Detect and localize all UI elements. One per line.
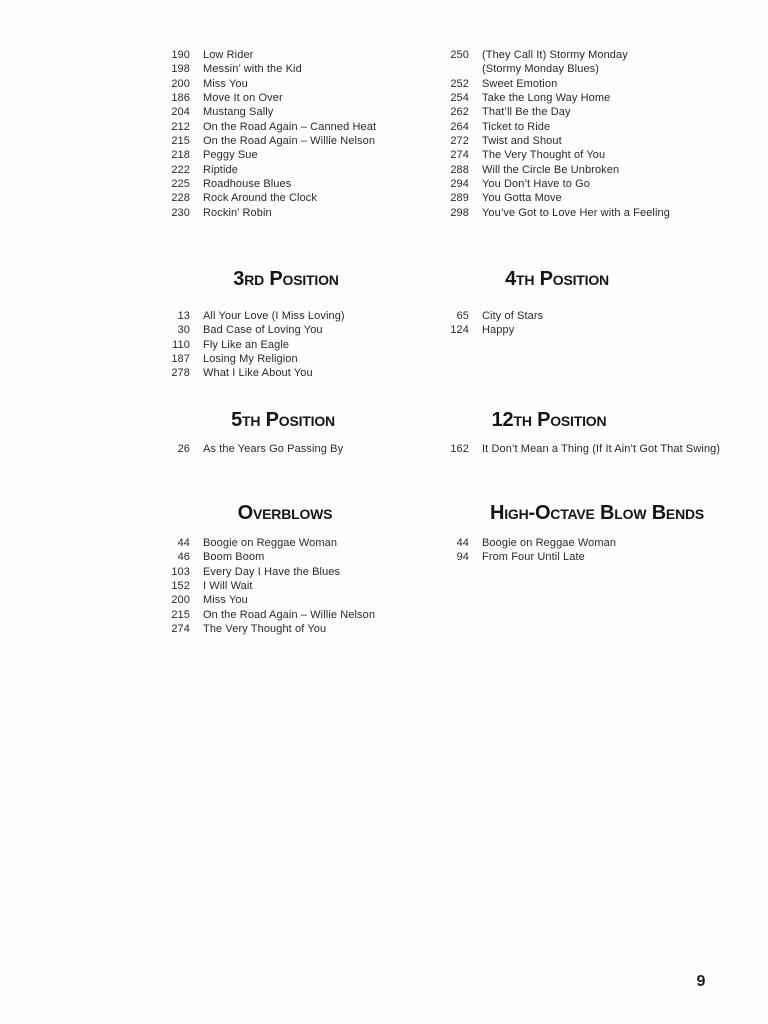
song-page-number: 212 bbox=[171, 120, 190, 133]
song-entry bbox=[154, 91, 376, 105]
song-title: Mustang Sally bbox=[203, 106, 274, 119]
song-title: What I Like About You bbox=[203, 367, 313, 380]
song-entry bbox=[433, 77, 670, 91]
song-page-number: 13 bbox=[177, 310, 190, 322]
song-entry bbox=[433, 177, 670, 191]
song-title: Move It on Over bbox=[203, 91, 283, 104]
song-entry bbox=[154, 536, 375, 550]
song-title: On the Road Again – Canned Heat bbox=[203, 120, 377, 133]
song-page-number: 26 bbox=[177, 443, 190, 455]
song-page-number: 187 bbox=[171, 352, 190, 365]
song-entry bbox=[433, 309, 543, 323]
song-title-group bbox=[482, 48, 628, 77]
song-title: I Will Wait bbox=[203, 579, 253, 592]
song-title: City of Stars bbox=[482, 310, 544, 322]
page-number: 9 bbox=[696, 973, 706, 990]
song-title-group bbox=[203, 148, 258, 162]
song-title-group bbox=[203, 163, 238, 177]
song-title: Roadhouse Blues bbox=[203, 177, 292, 190]
song-title: You Gotta Move bbox=[482, 192, 562, 205]
song-entry bbox=[433, 91, 670, 105]
song-page-number: 252 bbox=[450, 77, 469, 90]
song-title: The Very Thought of You bbox=[203, 622, 327, 635]
song-title-group bbox=[482, 91, 610, 105]
song-page-number: 298 bbox=[450, 206, 469, 219]
song-title: Riptide bbox=[203, 163, 238, 176]
song-entry bbox=[154, 622, 375, 636]
song-entry bbox=[154, 352, 345, 366]
song-title-group bbox=[203, 177, 291, 191]
song-title-group bbox=[482, 177, 590, 191]
song-page-number: 264 bbox=[450, 120, 469, 133]
song-title-group bbox=[482, 148, 605, 162]
song-entry bbox=[154, 48, 376, 62]
song-title: You’ve Got to Love Her with a Feeling bbox=[482, 206, 670, 219]
song-title-group bbox=[203, 366, 313, 380]
song-page-number: 222 bbox=[171, 163, 190, 176]
song-title-group bbox=[203, 579, 253, 593]
song-title-group bbox=[203, 608, 375, 622]
song-entry bbox=[433, 120, 670, 134]
song-title-group bbox=[203, 536, 337, 550]
song-title: Losing My Religion bbox=[203, 352, 298, 365]
song-page-number: 225 bbox=[171, 177, 190, 190]
song-title-group bbox=[482, 163, 619, 177]
song-title: Miss You bbox=[203, 77, 248, 90]
song-entry bbox=[154, 579, 375, 593]
song-title: Ticket to Ride bbox=[482, 120, 551, 133]
song-entry bbox=[154, 442, 343, 456]
song-title-group bbox=[203, 593, 248, 607]
song-title-group bbox=[203, 550, 264, 564]
song-title: As the Years Go Passing By bbox=[203, 443, 344, 455]
song-title-group bbox=[203, 105, 273, 119]
song-title-group bbox=[203, 565, 340, 579]
song-title: The Very Thought of You bbox=[482, 149, 606, 162]
song-title: Messin’ with the Kid bbox=[203, 63, 302, 76]
song-title: Boom Boom bbox=[203, 551, 265, 564]
song-title: From Four Until Late bbox=[482, 551, 585, 564]
song-entry bbox=[154, 191, 376, 205]
song-title: Rockin’ Robin bbox=[203, 206, 272, 219]
song-entry bbox=[433, 550, 616, 564]
song-title-group bbox=[203, 48, 253, 62]
section-header-overblows: Overblows bbox=[237, 502, 333, 524]
song-entry bbox=[154, 206, 376, 220]
song-page-number: 65 bbox=[456, 310, 469, 322]
song-entry bbox=[154, 565, 375, 579]
song-title-group bbox=[482, 550, 585, 564]
song-title-group bbox=[203, 134, 375, 148]
song-title-group bbox=[203, 323, 323, 337]
song-title-group bbox=[482, 77, 557, 91]
song-page-number: 44 bbox=[456, 537, 469, 549]
song-entry bbox=[433, 48, 670, 77]
song-list-high-octave-blow-bends bbox=[433, 536, 616, 565]
song-entry bbox=[154, 77, 376, 91]
song-page-number: 94 bbox=[456, 551, 469, 564]
song-page-number: 215 bbox=[171, 608, 190, 621]
song-title-group bbox=[203, 191, 317, 205]
song-entry bbox=[154, 323, 345, 337]
song-title-group bbox=[482, 191, 562, 205]
song-page-number: 124 bbox=[450, 324, 469, 337]
song-title-group bbox=[482, 442, 720, 456]
song-title-group bbox=[203, 309, 345, 323]
song-entry bbox=[154, 134, 376, 148]
song-page-number: 162 bbox=[450, 443, 469, 455]
song-title: On the Road Again – Willie Nelson bbox=[203, 608, 376, 621]
song-title: It Don’t Mean a Thing (If It Ain’t Got That Swing) bbox=[482, 443, 721, 455]
song-entry bbox=[433, 163, 670, 177]
song-entry bbox=[433, 442, 720, 456]
song-entry bbox=[154, 148, 376, 162]
song-page-number: 186 bbox=[171, 91, 190, 104]
song-page-number: 289 bbox=[450, 192, 469, 205]
song-title: Low Rider bbox=[203, 49, 254, 61]
section-header-5th-position: 5th Position bbox=[231, 409, 335, 431]
song-title-group bbox=[482, 134, 562, 148]
song-title-group bbox=[203, 62, 302, 76]
song-list-continued-right bbox=[433, 48, 670, 220]
song-entry bbox=[433, 206, 670, 220]
song-title: Boogie on Reggae Woman bbox=[482, 537, 617, 549]
song-page-number: 262 bbox=[450, 106, 469, 119]
song-page-number: 230 bbox=[171, 206, 190, 219]
song-page-number: 200 bbox=[171, 77, 190, 90]
song-title-group bbox=[203, 91, 283, 105]
song-title: Peggy Sue bbox=[203, 149, 258, 162]
song-title-group bbox=[482, 206, 670, 220]
song-page-number: 198 bbox=[171, 63, 190, 76]
song-title-group bbox=[203, 338, 289, 352]
song-title: Happy bbox=[482, 324, 515, 337]
song-entry bbox=[433, 323, 543, 337]
song-title: Miss You bbox=[203, 594, 248, 607]
song-title-group bbox=[203, 206, 272, 220]
song-page-number: 152 bbox=[171, 579, 190, 592]
song-entry bbox=[154, 309, 345, 323]
song-page-number: 274 bbox=[171, 622, 190, 635]
song-entry bbox=[154, 62, 376, 76]
song-entry bbox=[433, 536, 616, 550]
song-title: Take the Long Way Home bbox=[482, 91, 611, 104]
song-page-number: 272 bbox=[450, 134, 469, 147]
song-page-number: 30 bbox=[177, 324, 190, 337]
song-page-number: 44 bbox=[177, 537, 190, 549]
song-entry bbox=[154, 105, 376, 119]
song-title: Twist and Shout bbox=[482, 134, 562, 147]
song-list-continued-left bbox=[154, 48, 376, 220]
song-page-number: 274 bbox=[450, 149, 469, 162]
song-title-group bbox=[482, 120, 550, 134]
song-title: Boogie on Reggae Woman bbox=[203, 537, 338, 549]
song-list-overblows bbox=[154, 536, 375, 636]
section-header-high-octave-blow-bends: High-Octave Blow Bends bbox=[489, 502, 705, 524]
song-title: Rock Around the Clock bbox=[203, 192, 317, 205]
song-entry bbox=[433, 191, 670, 205]
song-title: Bad Case of Loving You bbox=[203, 324, 323, 337]
song-page-number: 190 bbox=[171, 49, 190, 61]
song-entry bbox=[154, 163, 376, 177]
song-title: All Your Love (I Miss Loving) bbox=[203, 310, 345, 322]
song-subtitle: (Stormy Monday Blues) bbox=[482, 63, 600, 76]
song-title-group bbox=[203, 352, 298, 366]
song-page-number: 103 bbox=[171, 565, 190, 578]
song-page-number: 204 bbox=[171, 106, 190, 119]
song-page-number: 46 bbox=[177, 551, 190, 564]
song-page-number: 278 bbox=[171, 367, 190, 380]
song-page-number: 250 bbox=[450, 49, 469, 61]
song-title-group bbox=[482, 105, 571, 119]
song-entry bbox=[154, 593, 375, 607]
song-page-number: 294 bbox=[450, 177, 469, 190]
song-entry bbox=[154, 177, 376, 191]
section-header-3rd-position: 3rd Position bbox=[233, 268, 339, 290]
song-page-number: 215 bbox=[171, 134, 190, 147]
song-title: Every Day I Have the Blues bbox=[203, 565, 341, 578]
song-page-number: 200 bbox=[171, 594, 190, 607]
section-header-12th-position: 12th Position bbox=[491, 409, 607, 431]
song-entry bbox=[154, 120, 376, 134]
song-title-group bbox=[203, 120, 376, 134]
song-list-3rd-position bbox=[154, 309, 345, 381]
song-entry bbox=[433, 148, 670, 162]
song-list-4th-position bbox=[433, 309, 543, 338]
song-title-group bbox=[203, 77, 248, 91]
song-page-number: 254 bbox=[450, 91, 469, 104]
song-title: That’ll Be the Day bbox=[482, 106, 571, 119]
section-header-4th-position: 4th Position bbox=[505, 268, 609, 290]
song-entry bbox=[154, 338, 345, 352]
song-entry bbox=[154, 550, 375, 564]
song-title: Will the Circle Be Unbroken bbox=[482, 163, 620, 176]
song-title: Fly Like an Eagle bbox=[203, 338, 290, 351]
song-page-number: 228 bbox=[171, 192, 190, 205]
song-page-number: 110 bbox=[172, 338, 190, 351]
song-entry bbox=[154, 608, 375, 622]
song-title: Sweet Emotion bbox=[482, 77, 558, 90]
song-title-group bbox=[482, 323, 514, 337]
song-title: You Don’t Have to Go bbox=[482, 177, 590, 190]
song-entry bbox=[433, 105, 670, 119]
song-title-group bbox=[482, 309, 543, 323]
song-title: On the Road Again – Willie Nelson bbox=[203, 134, 376, 147]
song-list-5th-position bbox=[154, 442, 343, 456]
song-entry bbox=[433, 134, 670, 148]
song-title-group bbox=[482, 536, 616, 550]
song-entry bbox=[154, 366, 345, 380]
song-list-12th-position bbox=[433, 442, 720, 456]
song-page-number: 288 bbox=[450, 163, 469, 176]
song-title-group bbox=[203, 622, 326, 636]
song-title-group bbox=[203, 442, 343, 456]
song-title: (They Call It) Stormy Monday bbox=[482, 49, 628, 61]
song-page-number: 218 bbox=[171, 149, 190, 162]
